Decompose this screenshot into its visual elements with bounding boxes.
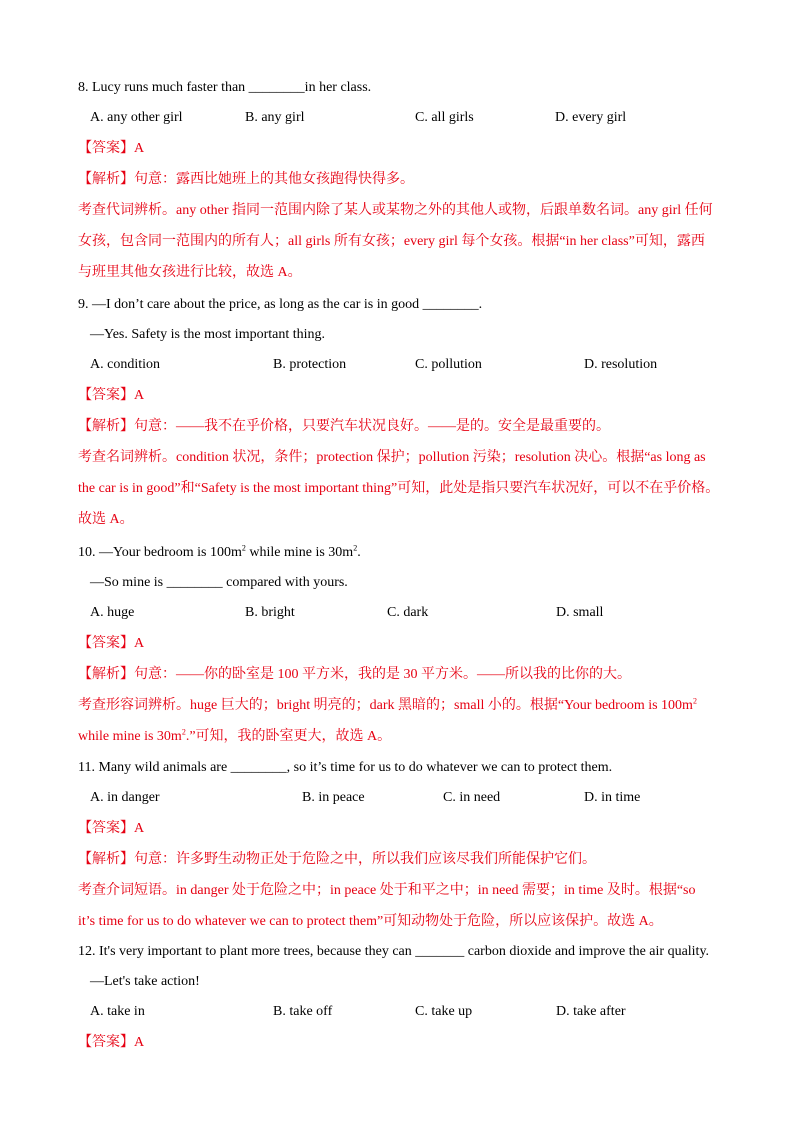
question-9-analysis-line: 故选 A。 xyxy=(78,512,134,527)
question-10-analysis-line: 【解析】句意：——你的卧室是 100 平方米，我的是 30 平方米。——所以我的比你的大。 xyxy=(78,667,631,682)
question-8-analysis-line: 【解析】句意：露西比她班上的其他女孩跑得快得多。 xyxy=(78,172,414,187)
analysis-part: .”可知，我的卧室更大，故选 A。 xyxy=(185,729,392,744)
option-c: C. take up xyxy=(415,1004,473,1019)
question-8-analysis-line: 考查代词辨析。any other 指同一范围内除了某人或某物之外的其他人或物，后跟单数名词。any girl 任何 xyxy=(78,203,713,218)
stem-part: 10. —Your bedroom is 100m xyxy=(78,545,242,560)
question-8-stem: 8. Lucy runs much faster than ________in her class. xyxy=(78,80,372,95)
option-a: A. condition xyxy=(90,357,160,372)
question-9-analysis-line: 考查名词辨析。condition 状况，条件；protection 保护；pollution 污染；resolution 决心。根据“as long as xyxy=(78,450,706,465)
question-10-analysis-line xyxy=(78,727,391,747)
question-10-options xyxy=(0,603,800,623)
option-d: D. every girl xyxy=(555,110,627,125)
option-d: D. in time xyxy=(584,790,641,805)
question-9-analysis-line: the car is in good”和“Safety is the most important thing”可知，此处是指只要汽车状况好，可以不在乎价格。 xyxy=(78,481,720,496)
question-10-answer: 【答案】A xyxy=(78,636,145,651)
analysis-part: 考查形容词辨析。huge 巨大的；bright 明亮的；dark 黑暗的；small 小的。根据“Your bedroom is 100m xyxy=(78,698,693,713)
option-a: A. in danger xyxy=(90,790,160,805)
option-c: C. in need xyxy=(443,790,501,805)
option-b: B. protection xyxy=(273,357,347,372)
question-9-stem: 9. —I don’t care about the price, as long as the car is in good ________. xyxy=(78,297,483,312)
question-9-analysis-line: 【解析】句意：——我不在乎价格，只要汽车状况良好。——是的。安全是最重要的。 xyxy=(78,419,610,434)
superscript: 2 xyxy=(692,696,697,706)
option-d: D. small xyxy=(556,605,604,620)
superscript: 2 xyxy=(241,543,246,553)
superscript: 2 xyxy=(353,543,358,553)
question-11-analysis-line: it’s time for us to do whatever we can to protect them”可知动物处于危险，所以应该保护。故选 A。 xyxy=(78,914,663,929)
superscript: 2 xyxy=(181,727,186,737)
question-12-reply: —Let's take action! xyxy=(90,974,200,989)
question-9-reply: —Yes. Safety is the most important thing. xyxy=(90,327,326,342)
question-8-analysis-line: 与班里其他女孩进行比较，故选 A。 xyxy=(78,265,302,280)
question-11-analysis-line: 【解析】句意：许多野生动物正处于危险之中，所以我们应该尽我们所能保护它们。 xyxy=(78,852,596,867)
option-c: C. all girls xyxy=(415,110,474,125)
question-10-reply: —So mine is ________ compared with yours. xyxy=(90,575,348,590)
question-11-answer: 【答案】A xyxy=(78,821,145,836)
option-a: A. any other girl xyxy=(90,110,183,125)
stem-part: while mine is 30m xyxy=(245,545,354,560)
question-8-options xyxy=(0,108,800,128)
option-b: B. any girl xyxy=(245,110,305,125)
option-d: D. take after xyxy=(556,1004,626,1019)
option-a: A. huge xyxy=(90,605,135,620)
question-12-stem: 12. It's very important to plant more trees, because they can _______ carbon dioxide and improve the air quality. xyxy=(78,944,710,959)
question-11-options xyxy=(0,788,800,808)
question-11-stem: 11. Many wild animals are ________, so it’s time for us to do whatever we can to protect them. xyxy=(78,760,613,775)
option-c: C. dark xyxy=(387,605,429,620)
option-c: C. pollution xyxy=(415,357,482,372)
question-9-answer: 【答案】A xyxy=(78,388,145,403)
option-b: B. bright xyxy=(245,605,295,620)
question-10-stem xyxy=(78,543,361,563)
question-8-answer: 【答案】A xyxy=(78,141,145,156)
question-11-analysis-line: 考查介词短语。in danger 处于危险之中；in peace 处于和平之中；in need 需要；in time 及时。根据“so xyxy=(78,883,696,898)
question-8-analysis-line: 女孩，包含同一范围内的所有人；all girls 所有女孩；every girl 每个女孩。根据“in her class”可知，露西 xyxy=(78,234,705,249)
option-d: D. resolution xyxy=(584,357,658,372)
option-a: A. take in xyxy=(90,1004,145,1019)
stem-part: . xyxy=(357,545,361,560)
question-12-options xyxy=(0,1002,800,1022)
option-b: B. in peace xyxy=(302,790,365,805)
option-b: B. take off xyxy=(273,1004,333,1019)
question-10-analysis-line xyxy=(78,696,697,716)
question-12-answer: 【答案】A xyxy=(78,1035,145,1050)
question-9-options xyxy=(0,355,800,375)
analysis-part: while mine is 30m xyxy=(78,729,182,744)
